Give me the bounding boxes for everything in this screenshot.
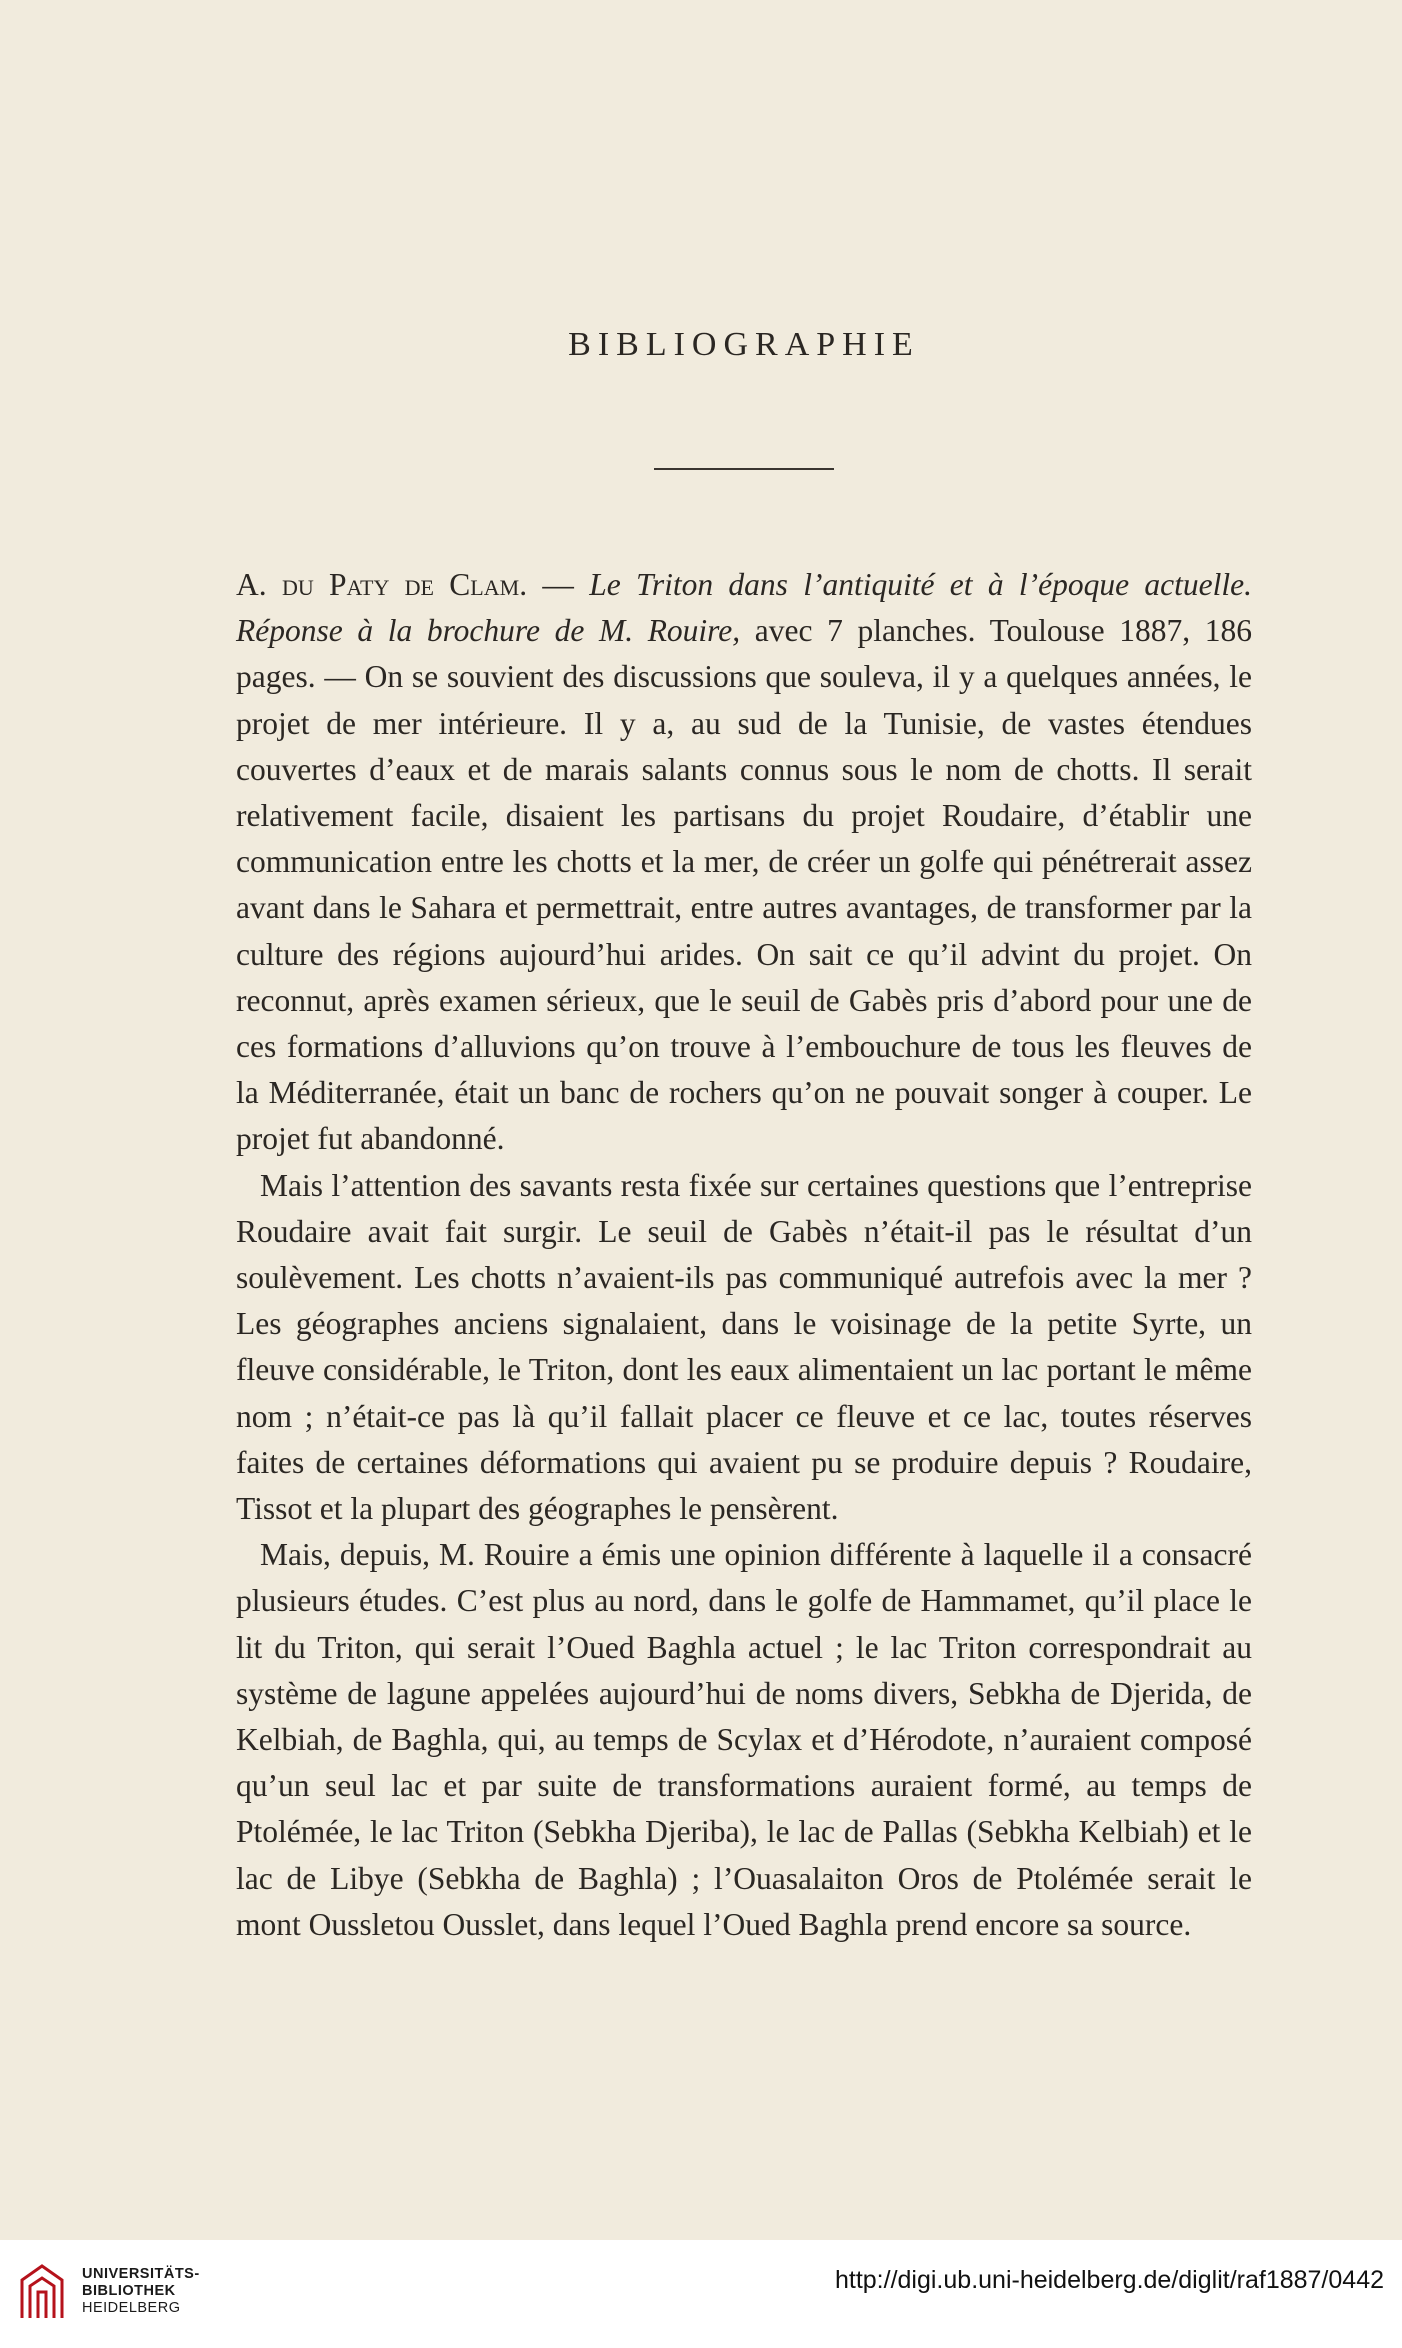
section-heading: BIBLIOGRAPHIE <box>568 326 920 363</box>
paragraph-1-body: avec 7 planches. Toulouse 1887, 186 pages. — On se souvient des discussions que souleva, il y a quelques années, le projet de mer intérieure. Il y a, au sud de la Tunisie, de vastes étendues couvertes d’eaux et de marais salants connus sous le nom de chotts. Il serait relativement facile, disaient les partisans du projet Roudaire, d’établir une communication entre les chotts et la mer, de créer un golfe qui pénétrerait assez avant dans le Sahara et permettrait, entre autres avantages, de transformer par la culture des régions aujourd’hui arides. On sait ce qu’il advint du projet. On reconnut, après examen sérieux, que le seuil de Gabès pris d’abord pour une de ces formations d’alluvions qu’on trouve à l’embouchure de tous les fleuves de la Méditerranée, était un banc de rochers qu’on ne pouvait songer à couper. Le projet fut abandonné. <box>236 613 1252 1157</box>
title-dash: — <box>527 567 590 602</box>
work-title: Le Triton dans l’antiquité et à l’époque actuelle. Réponse à la brochure de M. Rouire, <box>236 567 1252 649</box>
page-content <box>236 300 1252 1948</box>
heading-divider <box>654 468 834 470</box>
library-name-line-2: BIBLIOTHEK <box>82 2283 176 2299</box>
library-name-line-3: HEIDELBERG <box>82 2300 181 2316</box>
paragraph-3: Mais, depuis, M. Rouire a émis une opinion différente à laquelle il a consacré plusieurs études. C’est plus au nord, dans le golfe de Hammamet, qu’il place le lit du Triton, qui serait l’Oued Baghla actuel ; le lac Triton correspondrait au système de lagune appelées aujourd’hui de noms divers, Sebkha de Djerida, de Kelbiah, de Baghla, qui, au temps de Scylax et d’Hérodote, n’auraient composé qu’un seul lac et par suite de transformations auraient formé, au temps de Ptolémée, le lac Triton (Sebkha Djeriba), le lac de Pallas (Sebkha Kelbiah) et le lac de Libye (Sebkha de Baghla) ; l’Ouasalaiton Oros de Ptolémée serait le mont Oussletou Ousslet, dans lequel l’Oued Baghla prend encore sa source. <box>236 1537 1252 1942</box>
library-name-line-1: UNIVERSITÄTS- <box>82 2266 200 2282</box>
permalink-url[interactable]: http://digi.ub.uni-heidelberg.de/diglit/raf1887/0442 <box>834 2266 1384 2294</box>
library-name <box>82 2266 200 2317</box>
footer-bar <box>0 2240 1402 2348</box>
paragraph-2: Mais l’attention des savants resta fixée sur certaines questions que l’entreprise Roudaire avait fait surgir. Le seuil de Gabès n’était-il pas le résultat d’un soulèvement. Les chotts n’avaient-ils pas communiqué autrefois avec la mer ? Les géographes anciens signalaient, dans le voisinage de la petite Syrte, un fleuve considérable, le Triton, dont les eaux alimentaient un lac portant le même nom ; n’était-ce pas là qu’il fallait placer ce fleuve et ce lac, toutes réserves faites de certaines déformations qui avaient pu se produire depuis ? Roudaire, Tissot et la plupart des géographes le pensèrent. <box>236 1167 1252 1527</box>
university-library-logo-icon[interactable] <box>16 2260 68 2324</box>
paragraph-1 <box>236 562 1252 1163</box>
author-name: A. du Paty de Clam. <box>236 567 528 602</box>
